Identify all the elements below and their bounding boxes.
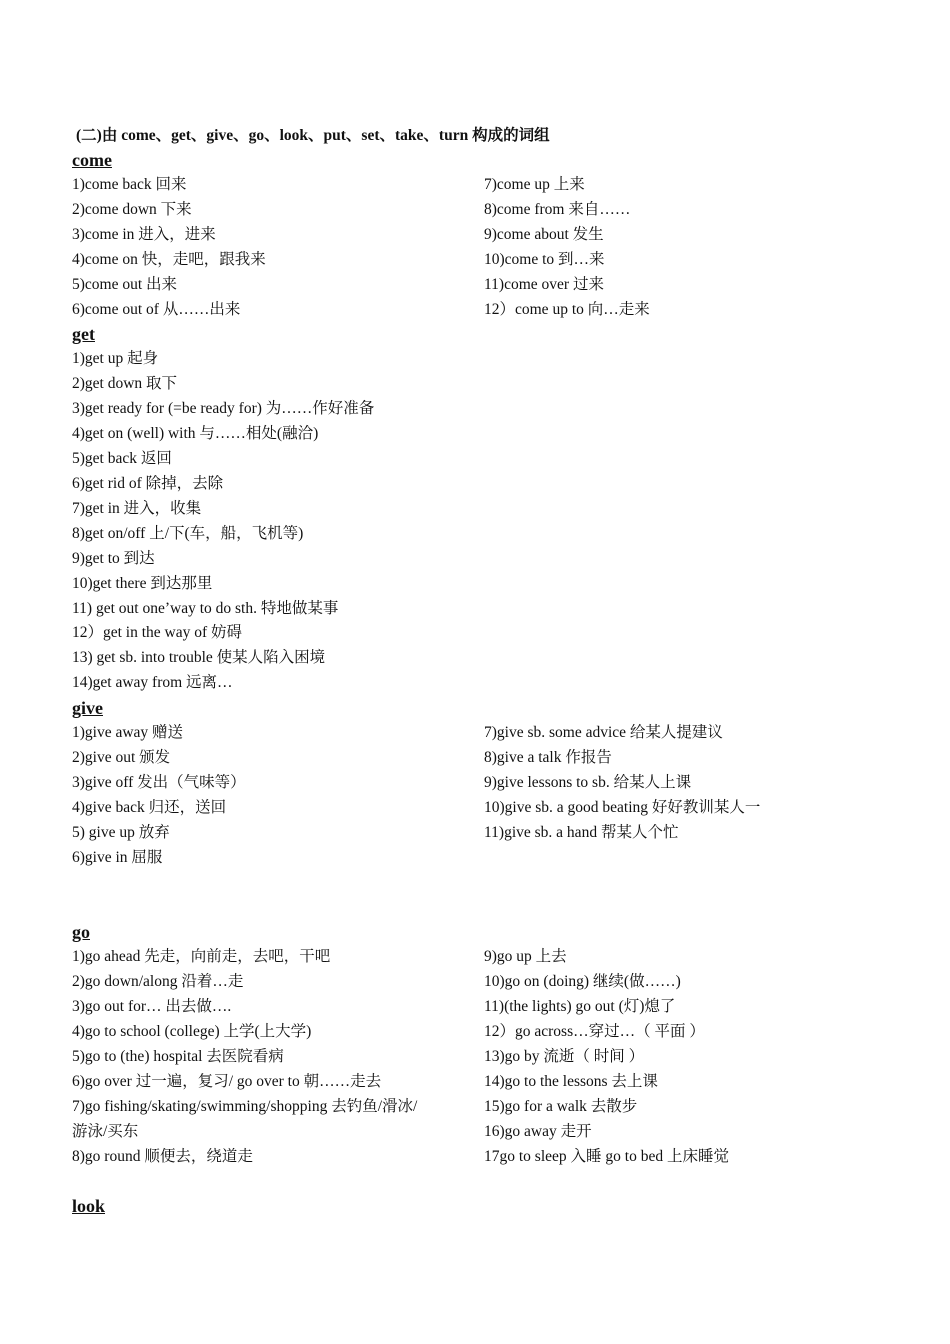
phrase-row [72, 970, 832, 995]
phrase-item: 7)go fishing/skating/swimming/shopping 去钓鱼/滑冰/ [72, 1097, 418, 1115]
phrase-item: 9)give lessons to sb. 给某人上课 [484, 773, 692, 791]
phrase-item: 14)go to the lessons 去上课 [484, 1072, 658, 1090]
phrase-item: 10)go on (doing) 继续(做……) [484, 973, 681, 991]
give-phrase-list [72, 721, 832, 870]
phrase-item: 13) get sb. into trouble 使某人陷入困境 [72, 649, 326, 667]
phrase-item: 2)go down/along 沿着…走 [72, 973, 244, 991]
heading-look: look [72, 1196, 106, 1217]
phrase-item: 2)come down 下来 [72, 200, 192, 218]
phrase-item: 12）get in the way of 妨碍 [72, 624, 243, 642]
phrase-item: 9)come about 发生 [484, 225, 604, 243]
phrase-item: 7)get in 进入，收集 [72, 499, 202, 517]
phrase-item: 10)get there 到达那里 [72, 574, 213, 592]
spacer [72, 1170, 832, 1195]
heading-go: go [72, 922, 90, 943]
phrase-item: 1)get up 起身 [72, 350, 159, 368]
phrase-row [72, 1120, 832, 1145]
phrase-item: 5)get back 返回 [72, 450, 172, 468]
phrase-row [72, 223, 832, 248]
phrase-item: 4)get on (well) with 与……相处(融洽) [72, 425, 319, 443]
phrase-item: 11)come over 过来 [484, 275, 604, 293]
phrase-item: 游泳/买东 [72, 1122, 139, 1140]
phrase-row [72, 198, 832, 223]
phrase-item: 3)come in 进入，进来 [72, 225, 216, 243]
phrase-row [72, 846, 832, 871]
phrase-item: 3)give off 发出（气味等） [72, 773, 246, 791]
phrase-item: 9)get to 到达 [72, 549, 155, 567]
phrase-row [72, 1145, 832, 1170]
document-page [72, 124, 832, 1219]
phrase-item: 5) give up 放弃 [72, 823, 170, 841]
phrase-item: 16)go away 走开 [484, 1122, 592, 1140]
phrase-item: 5)go to (the) hospital 去医院看病 [72, 1047, 284, 1065]
phrase-item: 7)come up 上来 [484, 176, 585, 193]
phrase-item: 3)go out for… 出去做…. [72, 998, 232, 1016]
section-title: (二)由 come、get、give、go、look、put、set、take、turn 构成的词组 [76, 127, 550, 144]
phrase-item: 1)come back 回来 [72, 176, 187, 193]
go-phrase-list [72, 945, 832, 1169]
phrase-item: 8)come from 来自…… [484, 200, 631, 218]
phrase-row [72, 1045, 832, 1070]
phrase-item: 9)go up 上去 [484, 948, 567, 966]
heading-give: give [72, 698, 103, 719]
phrase-item: 8)get on/off 上/下(车，船，飞机等) [72, 524, 304, 542]
phrase-item: 10)come to 到…来 [484, 250, 605, 268]
phrase-item: 6)go over 过一遍，复习/ go over to 朝……走去 [72, 1072, 382, 1090]
phrase-item: 6)give in 屈服 [72, 848, 163, 866]
phrase-item: 17go to sleep 入睡 go to bed 上床睡觉 [484, 1147, 729, 1165]
phrase-row [72, 821, 832, 846]
phrase-item: 1)go ahead 先走，向前走，去吧，干吧 [72, 948, 331, 966]
phrase-item: 2)get down 取下 [72, 375, 178, 393]
phrase-item: 11)(the lights) go out (灯)熄了 [484, 998, 676, 1016]
phrase-row [72, 1070, 832, 1095]
heading-get: get [72, 324, 95, 345]
phrase-row [72, 995, 832, 1020]
phrase-item: 7)give sb. some advice 给某人提建议 [484, 724, 723, 742]
phrase-item: 15)go for a walk 去散步 [484, 1097, 638, 1115]
phrase-item: 6)come out of 从……出来 [72, 300, 241, 318]
phrase-item: 10)give sb. a good beating 好好教训某人一 [484, 798, 761, 816]
phrase-row [72, 1095, 832, 1120]
come-phrase-list [72, 173, 832, 322]
phrase-item: 8)give a talk 作报告 [484, 749, 612, 767]
phrase-row [72, 771, 832, 796]
phrase-row [72, 746, 832, 771]
phrase-item: 13)go by 流逝（ 时间 ） [484, 1047, 645, 1065]
phrase-row [72, 945, 832, 970]
phrase-item: 3)get ready for (=be ready for) 为……作好准备 [72, 400, 375, 418]
phrase-item: 6)get rid of 除掉，去除 [72, 474, 224, 492]
phrase-item: 4)give back 归还，送回 [72, 798, 227, 816]
phrase-row [72, 721, 832, 746]
phrase-item: 12）come up to 向…走来 [484, 300, 650, 318]
phrase-item [484, 846, 832, 871]
phrase-row [72, 298, 832, 323]
heading-come: come [72, 150, 112, 170]
spacer [72, 871, 832, 921]
get-phrase-list [72, 347, 832, 696]
phrase-row [72, 173, 832, 198]
phrase-item: 1)give away 赠送 [72, 724, 184, 742]
phrase-item: 12）go across…穿过…（ 平面 ） [484, 1023, 705, 1041]
phrase-item: 4)go to school (college) 上学(上大学) [72, 1023, 312, 1041]
phrase-row [72, 273, 832, 298]
phrase-item: 5)come out 出来 [72, 275, 178, 293]
phrase-item: 11) get out one’way to do sth. 特地做某事 [72, 599, 339, 617]
phrase-row [72, 1020, 832, 1045]
phrase-item: 11)give sb. a hand 帮某人个忙 [484, 823, 679, 841]
phrase-row [72, 248, 832, 273]
phrase-row [72, 796, 832, 821]
phrase-item: 4)come on 快，走吧，跟我来 [72, 250, 266, 268]
phrase-item: 2)give out 颁发 [72, 749, 171, 767]
phrase-item: 14)get away from 远离… [72, 674, 233, 692]
phrase-item: 8)go round 顺便去，绕道走 [72, 1147, 253, 1165]
